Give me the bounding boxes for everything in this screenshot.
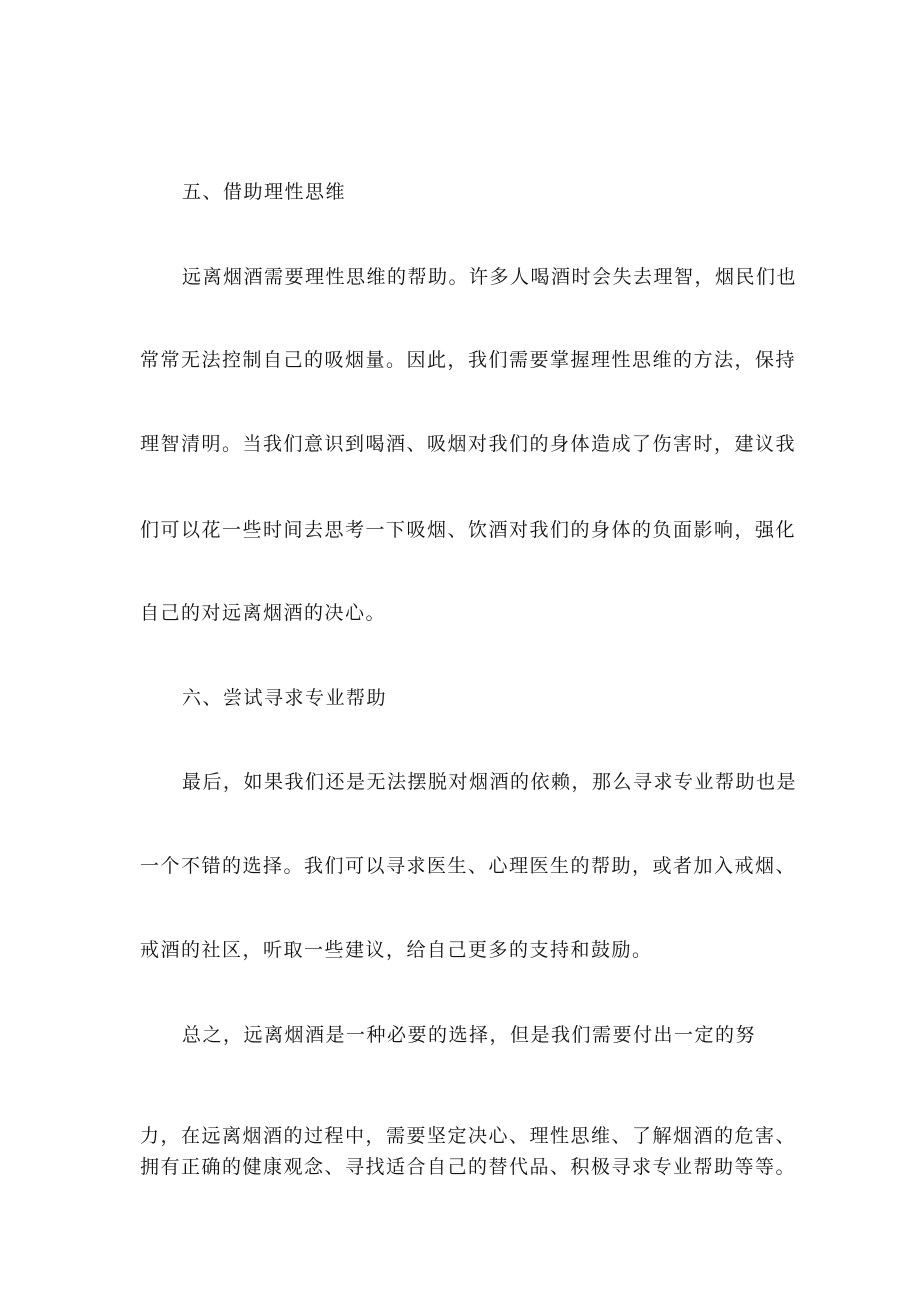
conclusion-line: 力，在远离烟酒的过程中，需要坚定决心、理性思维、了解烟酒的危害、 [140, 1125, 797, 1147]
paragraph-line: 们可以花一些时间去思考一下吸烟、饮酒对我们的身体的负面影响，强化 [140, 519, 797, 541]
paragraph-line: 远离烟酒需要理性思维的帮助。许多人喝酒时会失去理智，烟民们也 [182, 266, 798, 288]
section-heading-5: 五、借助理性思维 [182, 181, 347, 203]
conclusion-line: 总之，远离烟酒是一种必要的选择，但是我们需要付出一定的努 [182, 1024, 757, 1046]
paragraph-line: 戒酒的社区，听取一些建议，给自己更多的支持和鼓励。 [140, 939, 653, 961]
conclusion-line: 拥有正确的健康观念、寻找适合自己的替代品、积极寻求专业帮助等等。 [140, 1156, 797, 1178]
section-heading-6: 六、尝试寻求专业帮助 [182, 687, 388, 709]
paragraph-line: 一个不错的选择。我们可以寻求医生、心理医生的帮助，或者加入戒烟、 [140, 855, 797, 877]
paragraph-line: 最后，如果我们还是无法摆脱对烟酒的依赖，那么寻求专业帮助也是 [182, 771, 798, 793]
paragraph-line: 理智清明。当我们意识到喝酒、吸烟对我们的身体造成了伤害时，建议我 [140, 433, 797, 455]
paragraph-line: 自己的对远离烟酒的决心。 [140, 602, 387, 624]
paragraph-line: 常常无法控制自己的吸烟量。因此，我们需要掌握理性思维的方法，保持 [140, 349, 797, 371]
